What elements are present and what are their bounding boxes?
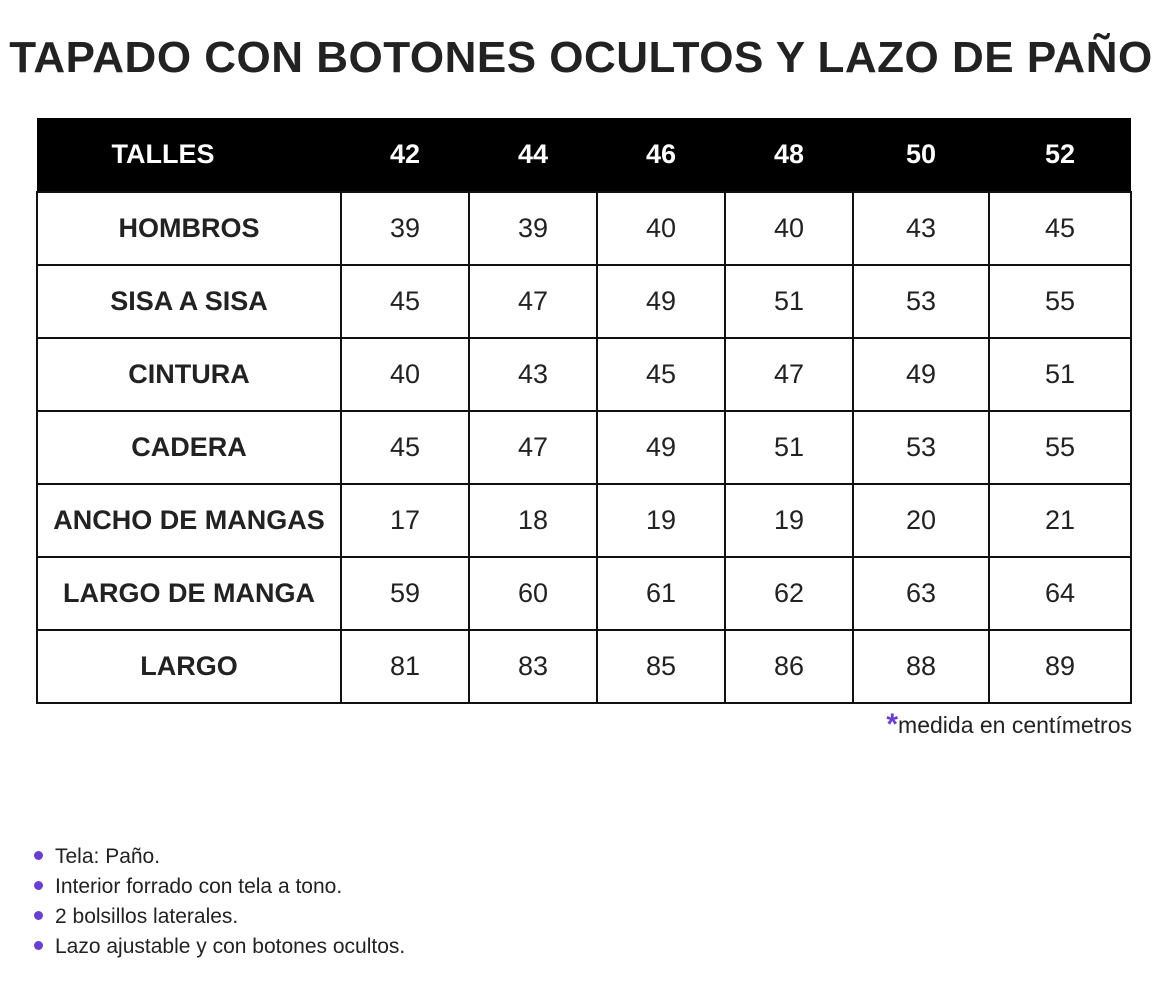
measurement-cell: 17 xyxy=(341,484,469,557)
size-header-cell: 44 xyxy=(469,118,597,192)
measurement-cell: 51 xyxy=(725,411,853,484)
measurement-cell: 20 xyxy=(853,484,989,557)
feature-item xyxy=(34,932,405,962)
measurement-cell: 85 xyxy=(597,630,725,703)
row-label: LARGO xyxy=(37,630,341,703)
measurement-cell: 40 xyxy=(341,338,469,411)
size-header-cell: 42 xyxy=(341,118,469,192)
measurement-cell: 43 xyxy=(853,192,989,265)
bullet-icon xyxy=(34,911,43,920)
feature-text: 2 bolsillos laterales. xyxy=(55,905,239,928)
row-label: SISA A SISA xyxy=(37,265,341,338)
measurement-note-text: medida en centímetros xyxy=(898,712,1132,738)
measurement-cell: 18 xyxy=(469,484,597,557)
feature-text: Tela: Paño. xyxy=(55,845,161,868)
features-list xyxy=(34,842,405,962)
row-label: HOMBROS xyxy=(37,192,341,265)
feature-item xyxy=(34,902,405,932)
bullet-icon xyxy=(34,881,43,890)
measurement-cell: 45 xyxy=(989,192,1131,265)
measurement-cell: 55 xyxy=(989,411,1131,484)
size-table-body xyxy=(37,192,1131,703)
measurement-cell: 59 xyxy=(341,557,469,630)
row-label: LARGO DE MANGA xyxy=(37,557,341,630)
table-row xyxy=(37,338,1131,411)
measurement-cell: 81 xyxy=(341,630,469,703)
size-header-row xyxy=(37,118,1131,192)
measurement-cell: 51 xyxy=(989,338,1131,411)
asterisk-icon: * xyxy=(886,708,899,741)
measurement-cell: 39 xyxy=(469,192,597,265)
measurement-cell: 53 xyxy=(853,411,989,484)
size-header-cell: 52 xyxy=(989,118,1131,192)
measurement-cell: 55 xyxy=(989,265,1131,338)
row-label: CADERA xyxy=(37,411,341,484)
measurement-cell: 88 xyxy=(853,630,989,703)
table-row xyxy=(37,265,1131,338)
size-chart-table xyxy=(36,118,1132,704)
size-header-cell: 48 xyxy=(725,118,853,192)
measurement-cell: 19 xyxy=(597,484,725,557)
header-label: TALLES xyxy=(37,118,341,192)
measurement-cell: 63 xyxy=(853,557,989,630)
feature-text: Interior forrado con tela a tono. xyxy=(55,875,343,898)
measurement-cell: 47 xyxy=(469,265,597,338)
feature-text: Lazo ajustable y con botones ocultos. xyxy=(55,935,406,958)
measurement-cell: 61 xyxy=(597,557,725,630)
feature-item xyxy=(34,872,405,902)
measurement-cell: 21 xyxy=(989,484,1131,557)
measurement-cell: 49 xyxy=(853,338,989,411)
measurement-cell: 64 xyxy=(989,557,1131,630)
table-row xyxy=(37,557,1131,630)
measurement-cell: 45 xyxy=(341,265,469,338)
measurement-cell: 45 xyxy=(597,338,725,411)
measurement-cell: 40 xyxy=(725,192,853,265)
measurement-cell: 19 xyxy=(725,484,853,557)
measurement-cell: 51 xyxy=(725,265,853,338)
measurement-cell: 53 xyxy=(853,265,989,338)
measurement-cell: 83 xyxy=(469,630,597,703)
measurement-cell: 86 xyxy=(725,630,853,703)
page-title: TAPADO CON BOTONES OCULTOS Y LAZO DE PAÑO xyxy=(9,33,1153,82)
measurement-note xyxy=(886,708,1132,746)
measurement-cell: 43 xyxy=(469,338,597,411)
table-row xyxy=(37,192,1131,265)
size-header-cell: 46 xyxy=(597,118,725,192)
row-label: ANCHO DE MANGAS xyxy=(37,484,341,557)
measurement-cell: 39 xyxy=(341,192,469,265)
table-row xyxy=(37,411,1131,484)
measurement-cell: 47 xyxy=(469,411,597,484)
table-row xyxy=(37,630,1131,703)
table-row xyxy=(37,484,1131,557)
measurement-cell: 47 xyxy=(725,338,853,411)
feature-item xyxy=(34,842,405,872)
measurement-cell: 89 xyxy=(989,630,1131,703)
row-label: CINTURA xyxy=(37,338,341,411)
bullet-icon xyxy=(34,941,43,950)
measurement-cell: 40 xyxy=(597,192,725,265)
measurement-cell: 45 xyxy=(341,411,469,484)
measurement-cell: 49 xyxy=(597,411,725,484)
measurement-cell: 62 xyxy=(725,557,853,630)
measurement-cell: 60 xyxy=(469,557,597,630)
size-header-cell: 50 xyxy=(853,118,989,192)
bullet-icon xyxy=(34,851,43,860)
measurement-cell: 49 xyxy=(597,265,725,338)
